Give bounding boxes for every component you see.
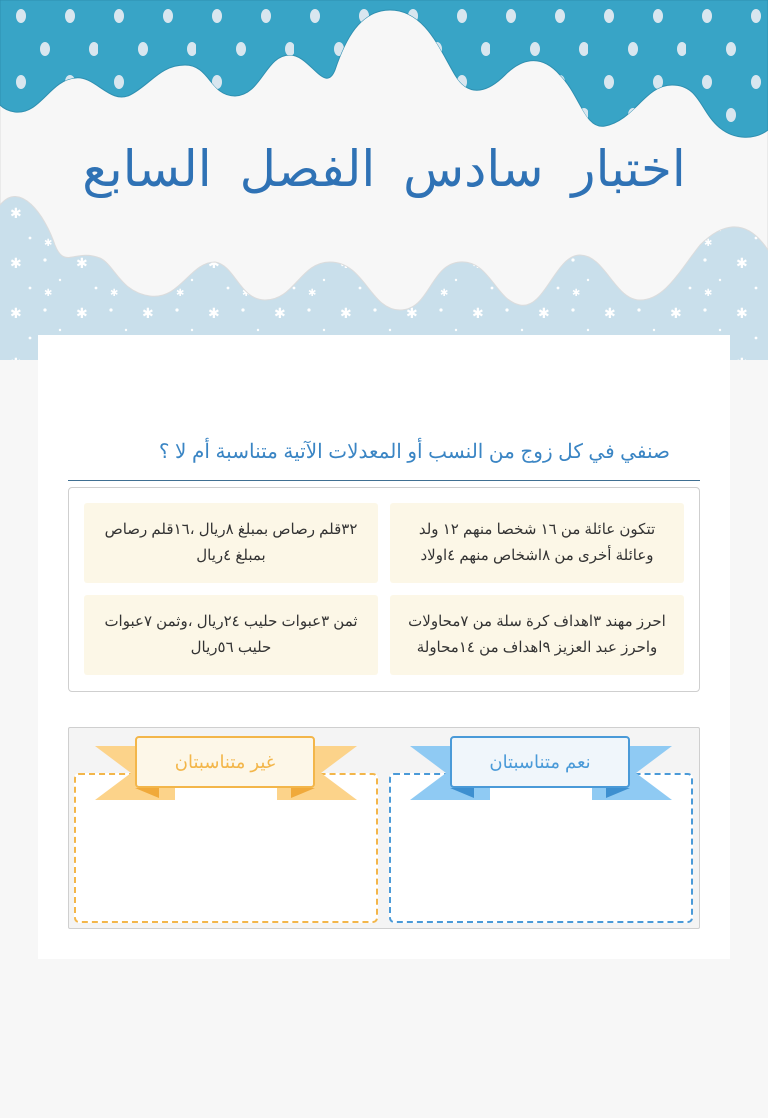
header-banner [0,0,768,360]
ribbon-not-proportional [95,736,357,802]
category-label-proportional: نعم متناسبتان [450,736,630,788]
question-heading [68,435,700,481]
item-text: تتكون عائلة من ١٦ شخصا منهم ١٢ ولد وعائلة أخرى من ٨اشخاص منهم ٤اولاد [418,521,656,564]
ribbon-fold-icon [450,788,474,798]
drop-area [68,727,700,929]
draggable-item[interactable] [84,503,378,583]
ribbon-fold-icon [135,788,159,798]
draggable-item[interactable] [84,595,378,675]
item-text: ٣٢قلم رصاص بمبلغ ٨ريال ،١٦قلم رصاص بمبلغ ٤ريال [104,521,358,564]
item-text: احرز مهند ٣اهداف كرة سلة من ٧محاولات واحرز عبد العزيز ٩اهداف من ١٤محاولة [408,613,666,656]
quiz-card [38,335,730,959]
draggable-items-container [68,487,700,692]
ribbon-fold-icon [606,788,630,798]
question-text: صنفي في كل زوج من النسب أو المعدلات الآتية متناسبة أم لا ؟ [158,441,670,463]
ribbon-proportional [410,736,672,802]
item-text: ثمن ٣عبوات حليب ٢٤ريال ،وثمن ٧عبوات حليب ٥٦ريال [104,613,358,656]
category-label-not-proportional: غير متناسبتان [135,736,315,788]
ribbon-fold-icon [291,788,315,798]
page-title: اختبار سادس الفصل السابع [82,140,686,198]
draggable-item[interactable] [390,503,684,583]
draggable-item[interactable] [390,595,684,675]
